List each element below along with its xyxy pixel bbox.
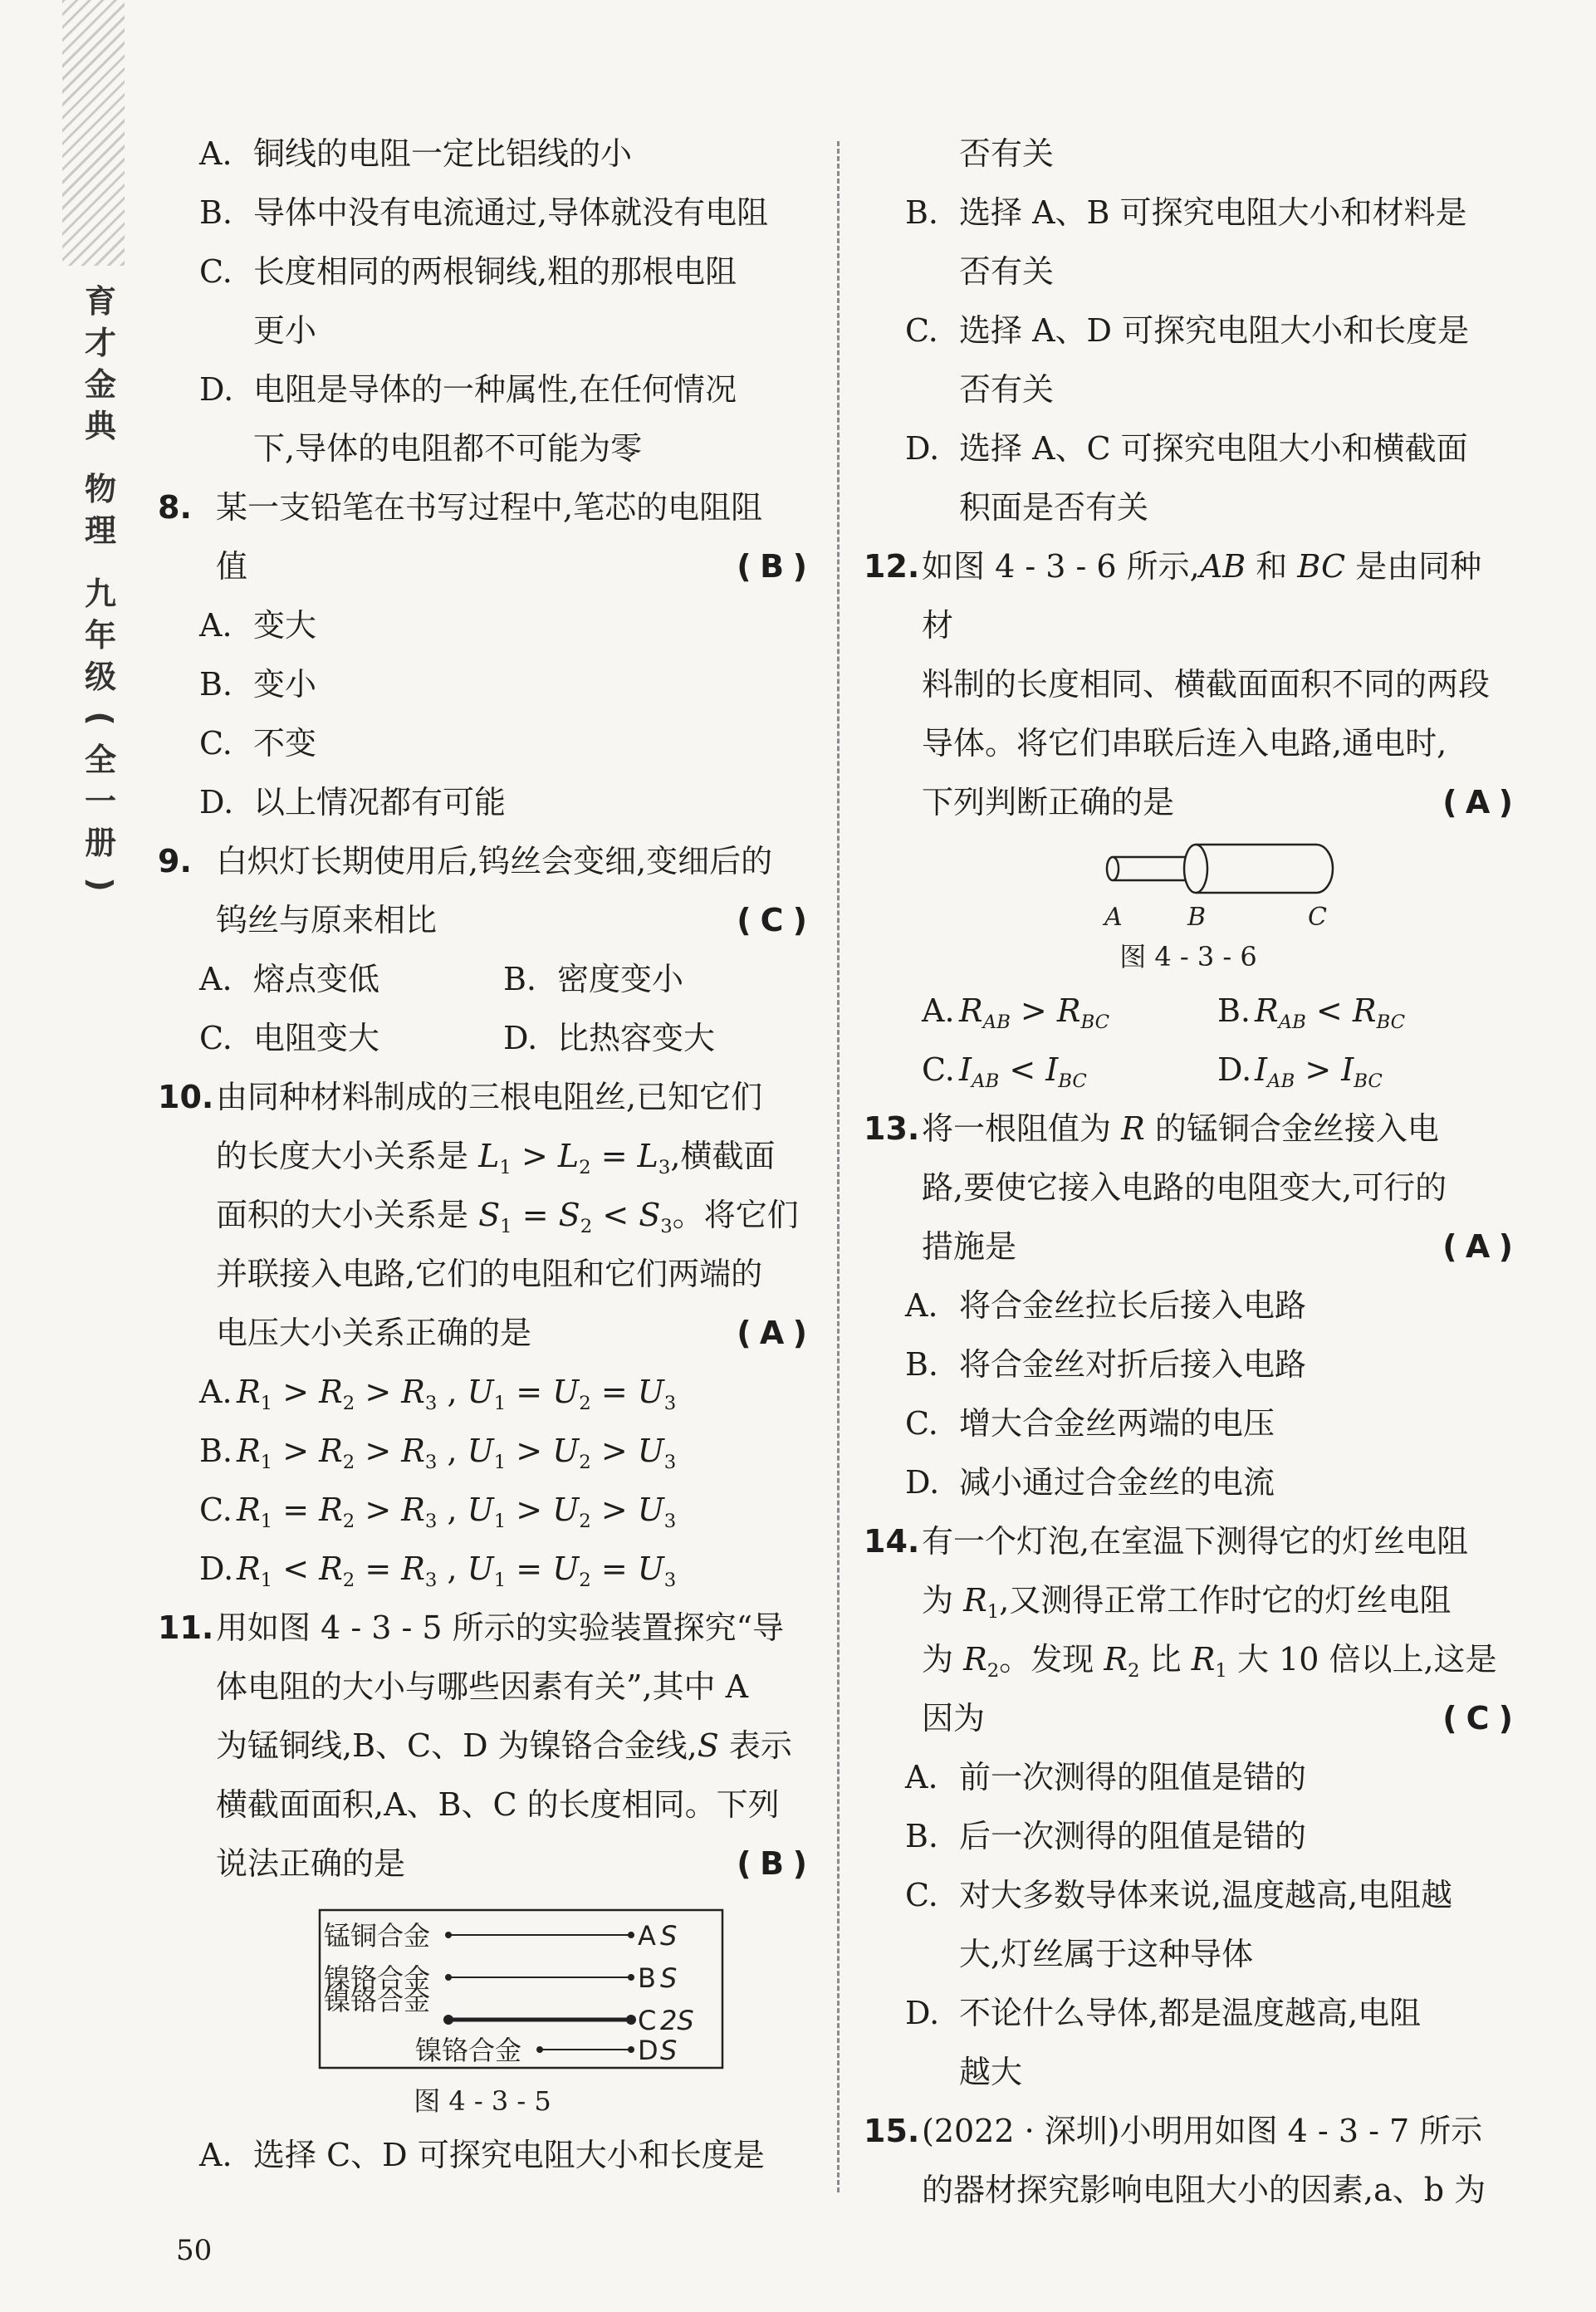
label-a: A bbox=[1104, 903, 1123, 932]
q9-option: A. 熔点变低 bbox=[199, 961, 380, 997]
side-char: ) bbox=[82, 877, 119, 892]
question-number: 13. bbox=[864, 1110, 920, 1147]
right-column bbox=[864, 125, 1513, 2220]
junction-b bbox=[1184, 845, 1207, 893]
q10-option-a: A. $R_1 > R_2 > R_3$ , $U_1 = U_2 = U_3$ bbox=[199, 1374, 677, 1414]
side-char: 典 bbox=[84, 408, 116, 444]
answer-bracket: ( C ) bbox=[1442, 1700, 1513, 1736]
question-8: 8. 某一支铅笔在书写过程中,笔芯的电阻阻 值 ( B ) bbox=[158, 478, 807, 596]
answer-bracket: ( A ) bbox=[1442, 784, 1513, 820]
page-number: 50 bbox=[176, 2234, 213, 2267]
wire-label-a: 锰铜合金 bbox=[324, 1920, 431, 1952]
question-number: 12. bbox=[864, 548, 920, 585]
q10-option-c: C. $R_1 = R_2 > R_3$ , $U_1 > U_2 > U_3$ bbox=[199, 1492, 677, 1532]
q12-option-c: C. $I_{AB} < I_{BC}$ bbox=[922, 1051, 1087, 1092]
decorative-stripes bbox=[62, 0, 125, 266]
wire-area-a: S bbox=[660, 1920, 678, 1952]
wire-end-a: A bbox=[638, 1920, 656, 1952]
question-number: 8. bbox=[158, 489, 192, 526]
question-15: 15. (2022 · 深圳)小明用如图 4 - 3 - 7 所示 的器材探究影响电阻大小的因素,a、b 为 bbox=[864, 2102, 1513, 2220]
left-column bbox=[158, 125, 807, 2185]
question-number: 9. bbox=[158, 843, 192, 879]
q9-option: C. 电阻变大 bbox=[199, 1020, 380, 1056]
figure-4-3-6 bbox=[864, 832, 1513, 982]
side-char: 年 bbox=[84, 617, 116, 654]
q8-option: C. 不变 bbox=[199, 725, 317, 762]
answer-bracket: ( B ) bbox=[737, 548, 807, 585]
q11-option-a-continued: 否有关 bbox=[959, 135, 1055, 172]
figure-caption: 图 4 - 3 - 5 bbox=[414, 2085, 551, 2117]
question-12: 12. 如图 4 - 3 - 6 所示,AB 和 BC 是由同种材 料制的长度相同、横截面面积不同的两段 导体。将它们串联后连入电路,通电时, 下列判断正确的是 ( A ) bbox=[864, 537, 1513, 832]
q12-option-a: A. $R_{AB} > R_{BC}$ bbox=[922, 992, 1110, 1033]
wire-label-d: 镍铬合金 bbox=[415, 2035, 522, 2066]
answer-bracket: ( A ) bbox=[1442, 1228, 1513, 1265]
q9-option: D. 比热容变大 bbox=[503, 1020, 716, 1056]
thin-end-a bbox=[1107, 857, 1119, 880]
q10-option-b: B. $R_1 > R_2 > R_3$ , $U_1 > U_2 > U_3$ bbox=[199, 1433, 677, 1473]
side-book-title bbox=[81, 281, 120, 905]
wire-a-end bbox=[628, 1932, 634, 1938]
q14-option: B. 后一次测得的阻值是错的 bbox=[905, 1818, 1307, 1854]
side-char: 才 bbox=[84, 325, 116, 361]
q12-option-b: B. $R_{AB} < R_{BC}$ bbox=[1217, 992, 1406, 1033]
label-c: C bbox=[1308, 903, 1327, 932]
q14-option: D. 不论什么导体,都是温度越高,电阻 越大 bbox=[905, 1995, 1422, 2090]
side-char: ( bbox=[82, 711, 119, 726]
side-char: 育 bbox=[84, 283, 116, 320]
question-10: 10. 由同种材料制成的三根电阻丝,已知它们 的长度大小关系是 $L_1 > L_2 = L_3$,横截面 面积的大小关系是 $S_1 = S_2 < S_3$。将它们 并联接入电路,它们的电阻和它们两端的 电压大小关系正确的是 ( A ) bbox=[158, 1068, 807, 1363]
q7-option-b: B. 导体中没有电流通过,导体就没有电阻 bbox=[199, 194, 769, 231]
question-number: 14. bbox=[864, 1523, 920, 1560]
q11-option-b: B. 选择 A、B 可探究电阻大小和材料是 否有关 bbox=[905, 194, 1467, 290]
q7-option-d: D. 电阻是导体的一种属性,在任何情况 下,导体的电阻都不可能为零 bbox=[199, 371, 737, 467]
side-char: 九 bbox=[84, 576, 116, 612]
wire-end-d: D bbox=[638, 2035, 658, 2066]
q7-option-c: C. 长度相同的两根铜线,粗的那根电阻 更小 bbox=[199, 253, 737, 349]
answer-bracket: ( C ) bbox=[737, 902, 807, 938]
wire-area-b: S bbox=[660, 1962, 678, 1994]
question-14: 14. 有一个灯泡,在室温下测得它的灯丝电阻 为 $R_1$,又测得正常工作时它的灯丝电阻 为 $R_2$。发现 $R_2$ 比 $R_1$ 大 10 倍以上,这是 因为 ( C ) bbox=[864, 1512, 1513, 1748]
side-char: 级 bbox=[84, 659, 116, 695]
question-number: 15. bbox=[864, 2113, 920, 2149]
label-b: B bbox=[1187, 903, 1207, 932]
q14-option: C. 对大多数导体来说,温度越高,电阻越 大,灯丝属于这种导体 bbox=[905, 1877, 1453, 1972]
column-divider bbox=[837, 141, 840, 2192]
question-13: 13. 将一根阻值为 R 的锰铜合金丝接入电 路,要使它接入电路的电阻变大,可行的 措施是 ( A ) bbox=[864, 1100, 1513, 1276]
q10-option-d: D. $R_1 < R_2 = R_3$ , $U_1 = U_2 = U_3$ bbox=[199, 1550, 677, 1591]
q14-option: A. 前一次测得的阻值是错的 bbox=[905, 1759, 1307, 1795]
wire-area-c: 2S bbox=[660, 2005, 694, 2036]
question-number: 11. bbox=[158, 1609, 214, 1646]
figure-caption: 图 4 - 3 - 6 bbox=[1119, 941, 1257, 972]
side-char: 金 bbox=[84, 366, 116, 403]
q12-option-d: D. $I_{AB} > I_{BC}$ bbox=[1217, 1051, 1383, 1092]
side-char: 册 bbox=[84, 825, 116, 861]
wire-b-end bbox=[628, 1974, 634, 1981]
figure-4-3-5 bbox=[158, 1902, 807, 2126]
wire-c-end bbox=[626, 2015, 636, 2025]
wire-diagram bbox=[158, 1902, 807, 2076]
wire-end-b: B bbox=[638, 1962, 656, 1994]
side-char: 全 bbox=[84, 742, 116, 778]
side-char: 一 bbox=[84, 783, 116, 820]
wire-label-b: 镍铬合金 bbox=[324, 1962, 431, 1994]
wire-area-d: S bbox=[660, 2035, 678, 2066]
q8-option: B. 变小 bbox=[199, 666, 317, 703]
side-char: 理 bbox=[84, 512, 116, 549]
thick-conductor-bc bbox=[1196, 845, 1333, 893]
q7-option-a: A. 铜线的电阻一定比铝线的小 bbox=[199, 135, 633, 172]
conductor-diagram bbox=[864, 832, 1513, 932]
q13-option: A. 将合金丝拉长后接入电路 bbox=[905, 1287, 1307, 1324]
answer-bracket: ( A ) bbox=[737, 1315, 807, 1351]
wire-label-c: 镍铬合金 bbox=[324, 1985, 431, 2016]
question-9: 9. 白炽灯长期使用后,钨丝会变细,变细后的 钨丝与原来相比 ( C ) bbox=[158, 832, 807, 950]
question-number: 10. bbox=[158, 1079, 214, 1115]
wire-end-c: C bbox=[638, 2005, 657, 2036]
q11-option-c: C. 选择 A、D 可探究电阻大小和长度是 否有关 bbox=[905, 312, 1470, 408]
q13-option: B. 将合金丝对折后接入电路 bbox=[905, 1346, 1307, 1383]
q11-option-a: A. 选择 C、D 可探究电阻大小和长度是 bbox=[199, 2137, 765, 2173]
q8-option: D. 以上情况都有可能 bbox=[199, 784, 507, 820]
answer-bracket: ( B ) bbox=[737, 1845, 807, 1882]
side-char: 物 bbox=[84, 471, 116, 507]
q8-option: A. 变大 bbox=[199, 607, 317, 644]
question-11: 11. 用如图 4 - 3 - 5 所示的实验装置探究“导 体电阻的大小与哪些因素有关”,其中 A 为锰铜线,B、C、D 为镍铬合金线,S 表示 横截面面积,A、B、C 的长度相同。下列 说法正确的是 ( B ) bbox=[158, 1599, 807, 1893]
q13-option: D. 减小通过合金丝的电流 bbox=[905, 1464, 1275, 1501]
q13-option: C. 增大合金丝两端的电压 bbox=[905, 1405, 1275, 1442]
q11-option-d: D. 选择 A、C 可探究电阻大小和横截面 积面是否有关 bbox=[905, 430, 1468, 526]
wire-d-end bbox=[628, 2046, 634, 2053]
q9-option: B. 密度变小 bbox=[503, 961, 684, 997]
